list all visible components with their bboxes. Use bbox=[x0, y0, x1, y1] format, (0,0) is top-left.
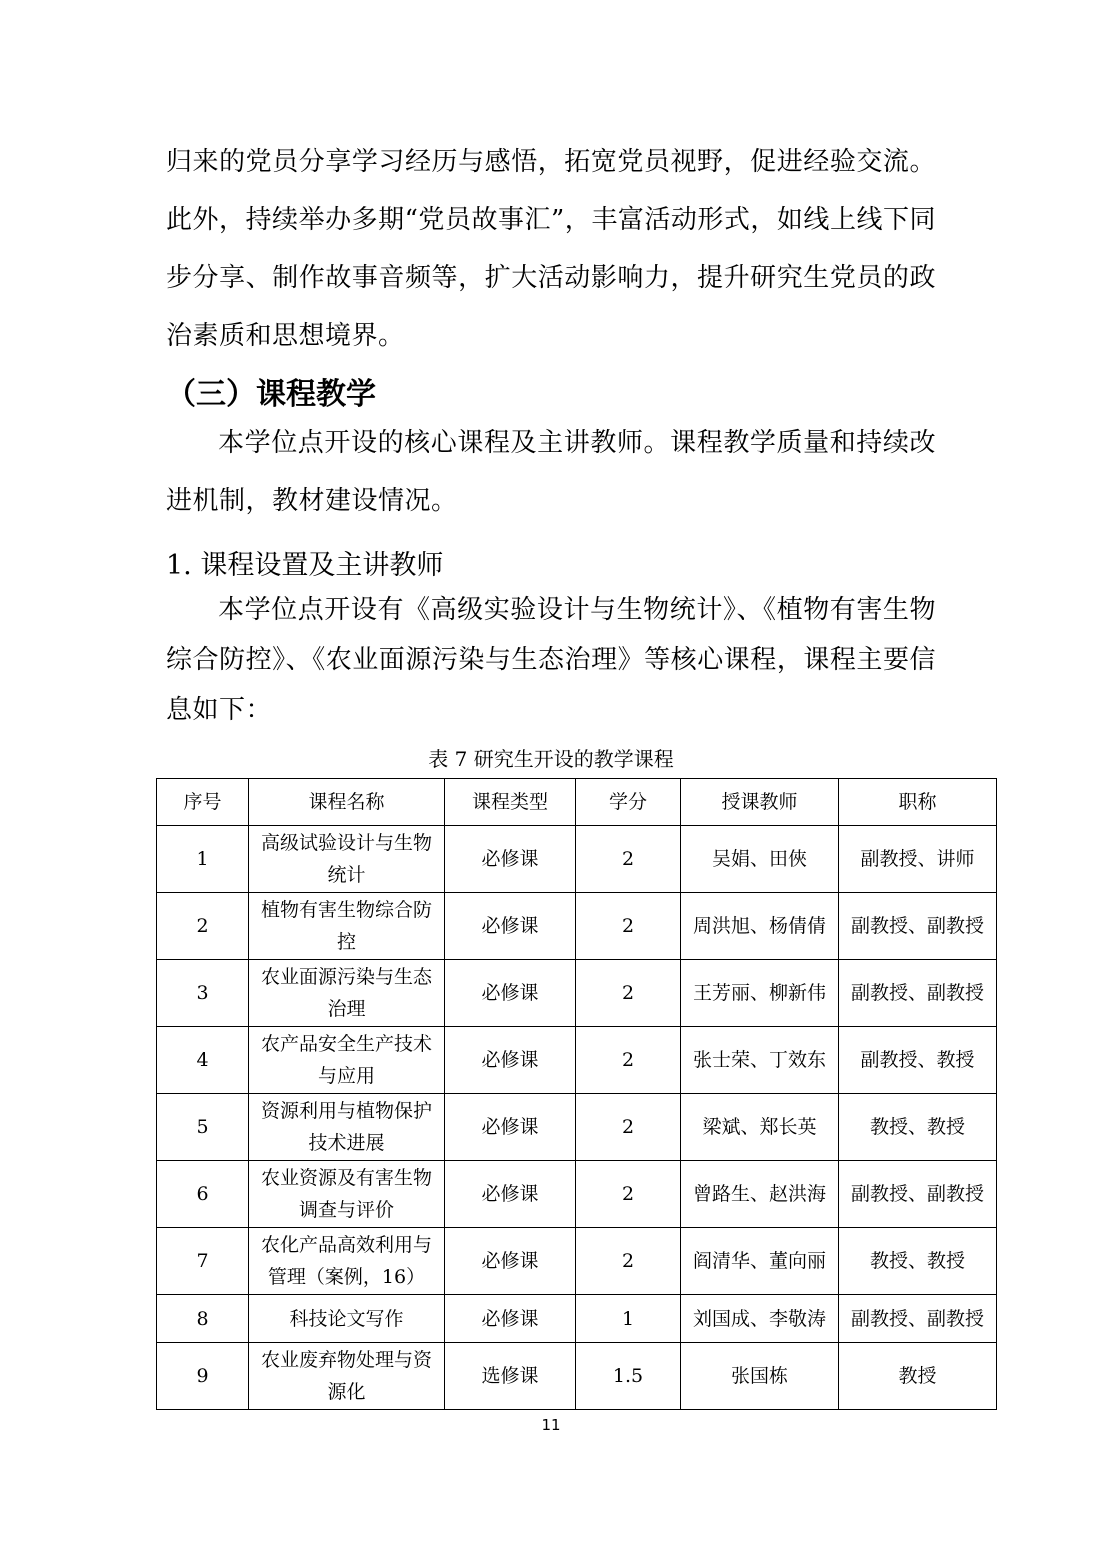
cell-index: 8 bbox=[157, 1295, 249, 1343]
cell-teachers: 张士荣、丁效东 bbox=[681, 1027, 839, 1094]
header-credits: 学分 bbox=[576, 779, 681, 826]
cell-course-type: 必修课 bbox=[445, 1295, 576, 1343]
cell-teachers: 张国栋 bbox=[681, 1343, 839, 1410]
cell-titles: 副教授、副教授 bbox=[839, 893, 997, 960]
cell-titles: 副教授、副教授 bbox=[839, 1295, 997, 1343]
courses-table bbox=[156, 778, 997, 1410]
cell-course-name: 资源利用与植物保护技术进展 bbox=[249, 1094, 445, 1161]
table-row bbox=[157, 1161, 997, 1228]
cell-course-name: 农业资源及有害生物调查与评价 bbox=[249, 1161, 445, 1228]
cell-course-type: 必修课 bbox=[445, 1027, 576, 1094]
cell-credits: 2 bbox=[576, 1027, 681, 1094]
cell-titles: 教授、教授 bbox=[839, 1228, 997, 1295]
cell-teachers: 阎清华、董向丽 bbox=[681, 1228, 839, 1295]
cell-teachers: 曾路生、赵洪海 bbox=[681, 1161, 839, 1228]
cell-credits: 1 bbox=[576, 1295, 681, 1343]
cell-course-name: 高级试验设计与生物统计 bbox=[249, 826, 445, 893]
table-row bbox=[157, 1027, 997, 1094]
cell-credits: 2 bbox=[576, 893, 681, 960]
table-row bbox=[157, 826, 997, 893]
cell-course-type: 必修课 bbox=[445, 960, 576, 1027]
cell-teachers: 王芳丽、柳新伟 bbox=[681, 960, 839, 1027]
table-row bbox=[157, 1094, 997, 1161]
cell-teachers: 周洪旭、杨倩倩 bbox=[681, 893, 839, 960]
cell-credits: 2 bbox=[576, 1094, 681, 1161]
section-heading: （三）课程教学 bbox=[166, 377, 376, 412]
cell-credits: 2 bbox=[576, 826, 681, 893]
table-row bbox=[157, 1295, 997, 1343]
cell-titles: 副教授、副教授 bbox=[839, 1161, 997, 1228]
paragraph-core-courses: 本学位点开设有《高级实验设计与生物统计》、《植物有害生物综合防控》、《农业面源污染与生态治理》等核心课程，课程主要信息如下： bbox=[166, 595, 936, 725]
cell-index: 7 bbox=[157, 1228, 249, 1295]
cell-credits: 2 bbox=[576, 1161, 681, 1228]
cell-index: 4 bbox=[157, 1027, 249, 1094]
cell-course-name: 农化产品高效利用与管理（案例，16） bbox=[249, 1228, 445, 1295]
cell-course-type: 必修课 bbox=[445, 826, 576, 893]
table-row bbox=[157, 893, 997, 960]
cell-course-name: 科技论文写作 bbox=[249, 1295, 445, 1343]
paragraph-party-stories: 归来的党员分享学习经历与感悟，拓宽党员视野，促进经验交流。此外，持续举办多期“党员故事汇”，丰富活动形式，如线上线下同步分享、制作故事音频等，扩大活动影响力，提升研究生党员的政治素质和思想境界。 bbox=[166, 147, 936, 351]
cell-course-name: 农产品安全生产技术与应用 bbox=[249, 1027, 445, 1094]
header-course-type: 课程类型 bbox=[445, 779, 576, 826]
cell-titles: 副教授、讲师 bbox=[839, 826, 997, 893]
header-course-name: 课程名称 bbox=[249, 779, 445, 826]
table-row bbox=[157, 1228, 997, 1295]
cell-index: 1 bbox=[157, 826, 249, 893]
cell-course-name: 植物有害生物综合防控 bbox=[249, 893, 445, 960]
header-teachers: 授课教师 bbox=[681, 779, 839, 826]
cell-course-type: 必修课 bbox=[445, 1094, 576, 1161]
cell-index: 5 bbox=[157, 1094, 249, 1161]
cell-index: 6 bbox=[157, 1161, 249, 1228]
cell-course-name: 农业面源污染与生态治理 bbox=[249, 960, 445, 1027]
table-header-row bbox=[157, 779, 997, 826]
cell-credits: 1.5 bbox=[576, 1343, 681, 1410]
cell-titles: 副教授、副教授 bbox=[839, 960, 997, 1027]
cell-index: 9 bbox=[157, 1343, 249, 1410]
cell-credits: 2 bbox=[576, 960, 681, 1027]
cell-titles: 副教授、教授 bbox=[839, 1027, 997, 1094]
header-titles: 职称 bbox=[839, 779, 997, 826]
subheading-courses: 1. 课程设置及主讲教师 bbox=[166, 550, 444, 581]
table-caption: 表 7 研究生开设的教学课程 bbox=[428, 747, 674, 771]
cell-teachers: 吴娟、田俠 bbox=[681, 826, 839, 893]
table-row bbox=[157, 1343, 997, 1410]
cell-course-type: 必修课 bbox=[445, 1228, 576, 1295]
paragraph-course-intro: 本学位点开设的核心课程及主讲教师。课程教学质量和持续改进机制，教材建设情况。 bbox=[166, 428, 936, 516]
header-index: 序号 bbox=[157, 779, 249, 826]
cell-credits: 2 bbox=[576, 1228, 681, 1295]
page-number: 11 bbox=[541, 1416, 561, 1434]
cell-index: 2 bbox=[157, 893, 249, 960]
cell-course-type: 选修课 bbox=[445, 1343, 576, 1410]
cell-titles: 教授 bbox=[839, 1343, 997, 1410]
table-row bbox=[157, 960, 997, 1027]
cell-teachers: 梁斌、郑长英 bbox=[681, 1094, 839, 1161]
cell-course-type: 必修课 bbox=[445, 893, 576, 960]
cell-course-type: 必修课 bbox=[445, 1161, 576, 1228]
cell-course-name: 农业废弃物处理与资源化 bbox=[249, 1343, 445, 1410]
cell-titles: 教授、教授 bbox=[839, 1094, 997, 1161]
cell-index: 3 bbox=[157, 960, 249, 1027]
cell-teachers: 刘国成、李敬涛 bbox=[681, 1295, 839, 1343]
